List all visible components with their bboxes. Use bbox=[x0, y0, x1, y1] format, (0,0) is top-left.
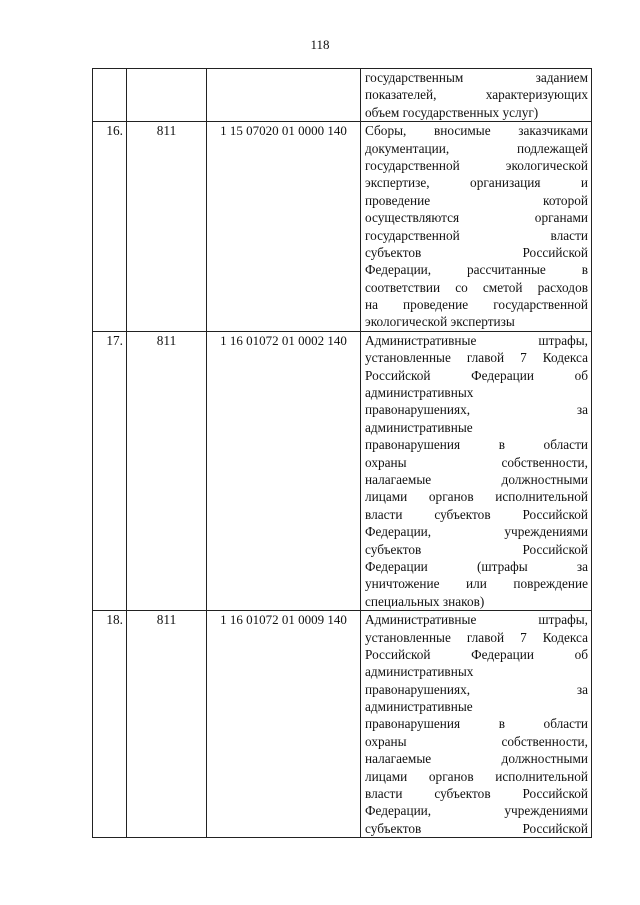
budget-code-cell: 1 16 01072 01 0002 140 bbox=[207, 331, 361, 610]
description-line: осуществляются органами bbox=[365, 210, 588, 226]
page-number: 118 bbox=[310, 37, 330, 52]
description-line: Сборы, вносимые заказчиками bbox=[365, 123, 588, 139]
description-line: лицами органов исполнительной bbox=[365, 768, 588, 784]
description-line: административных bbox=[365, 664, 474, 680]
description-line: специальных знаков) bbox=[365, 593, 485, 609]
description-line: документации, подлежащей bbox=[365, 140, 588, 156]
description-line: государственной экологической bbox=[365, 157, 588, 173]
table-row bbox=[93, 331, 592, 610]
row-number-cell: 17. bbox=[93, 331, 127, 610]
description-line: субъектов Российской bbox=[365, 541, 588, 557]
table-row bbox=[93, 611, 592, 838]
description-line: Федерации, учреждениями bbox=[365, 803, 588, 819]
description-line: налагаемые должностными bbox=[365, 751, 588, 767]
description-cell bbox=[361, 331, 592, 610]
row-number-cell bbox=[93, 69, 127, 122]
description-line: субъектов Российской bbox=[365, 820, 588, 836]
description-line: Административные штрафы, bbox=[365, 332, 588, 348]
description-line: на проведение государственной bbox=[365, 297, 588, 313]
description-line: Федерации, учреждениями bbox=[365, 524, 588, 540]
budget-code-cell: 1 16 01072 01 0009 140 bbox=[207, 611, 361, 838]
description-line: лицами органов исполнительной bbox=[365, 489, 588, 505]
description-line: экологической экспертизы bbox=[365, 314, 515, 330]
description-line: Федерации, рассчитанные в bbox=[365, 262, 588, 278]
description-line: проведение которой bbox=[365, 192, 588, 208]
admin-code-cell: 811 bbox=[127, 122, 207, 332]
description-line: власти субъектов Российской bbox=[365, 786, 588, 802]
description-line: государственным заданием bbox=[365, 70, 588, 85]
description-line: объем государственных услуг) bbox=[365, 104, 539, 120]
revenue-codes-table bbox=[92, 68, 592, 838]
description-line: соответствии со сметой расходов bbox=[365, 279, 588, 295]
description-line: административные bbox=[365, 699, 473, 715]
description-line: правонарушения в области bbox=[365, 437, 588, 453]
description-line: административные bbox=[365, 419, 473, 435]
description-line: правонарушениях, за bbox=[365, 402, 588, 418]
description-line: установленные главой 7 Кодекса bbox=[365, 350, 588, 366]
description-line: экспертизе, организация и bbox=[365, 175, 588, 191]
row-number-cell: 16. bbox=[93, 122, 127, 332]
description-line: административных bbox=[365, 385, 474, 401]
admin-code-cell: 811 bbox=[127, 331, 207, 610]
description-line: правонарушениях, за bbox=[365, 681, 588, 697]
table-row bbox=[93, 69, 592, 122]
budget-code-cell: 1 15 07020 01 0000 140 bbox=[207, 122, 361, 332]
description-line: установленные главой 7 Кодекса bbox=[365, 629, 588, 645]
description-line: налагаемые должностными bbox=[365, 471, 588, 487]
description-line: охраны собственности, bbox=[365, 733, 588, 749]
description-line: субъектов Российской bbox=[365, 244, 588, 260]
description-line: охраны собственности, bbox=[365, 454, 588, 470]
admin-code-cell bbox=[127, 69, 207, 122]
description-line: государственной власти bbox=[365, 227, 588, 243]
description-line: показателей, характеризующих bbox=[365, 87, 588, 103]
description-line: уничтожение или повреждение bbox=[365, 576, 588, 592]
description-line: Российской Федерации об bbox=[365, 367, 588, 383]
description-line: Административные штрафы, bbox=[365, 612, 588, 628]
description-line: правонарушения в области bbox=[365, 716, 588, 732]
description-cell bbox=[361, 69, 592, 122]
row-number-cell: 18. bbox=[93, 611, 127, 838]
description-cell bbox=[361, 611, 592, 838]
admin-code-cell: 811 bbox=[127, 611, 207, 838]
table-row bbox=[93, 122, 592, 332]
description-line: власти субъектов Российской bbox=[365, 506, 588, 522]
description-line: Российской Федерации об bbox=[365, 646, 588, 662]
description-line: Федерации (штрафы за bbox=[365, 558, 588, 574]
description-cell bbox=[361, 122, 592, 332]
budget-code-cell bbox=[207, 69, 361, 122]
